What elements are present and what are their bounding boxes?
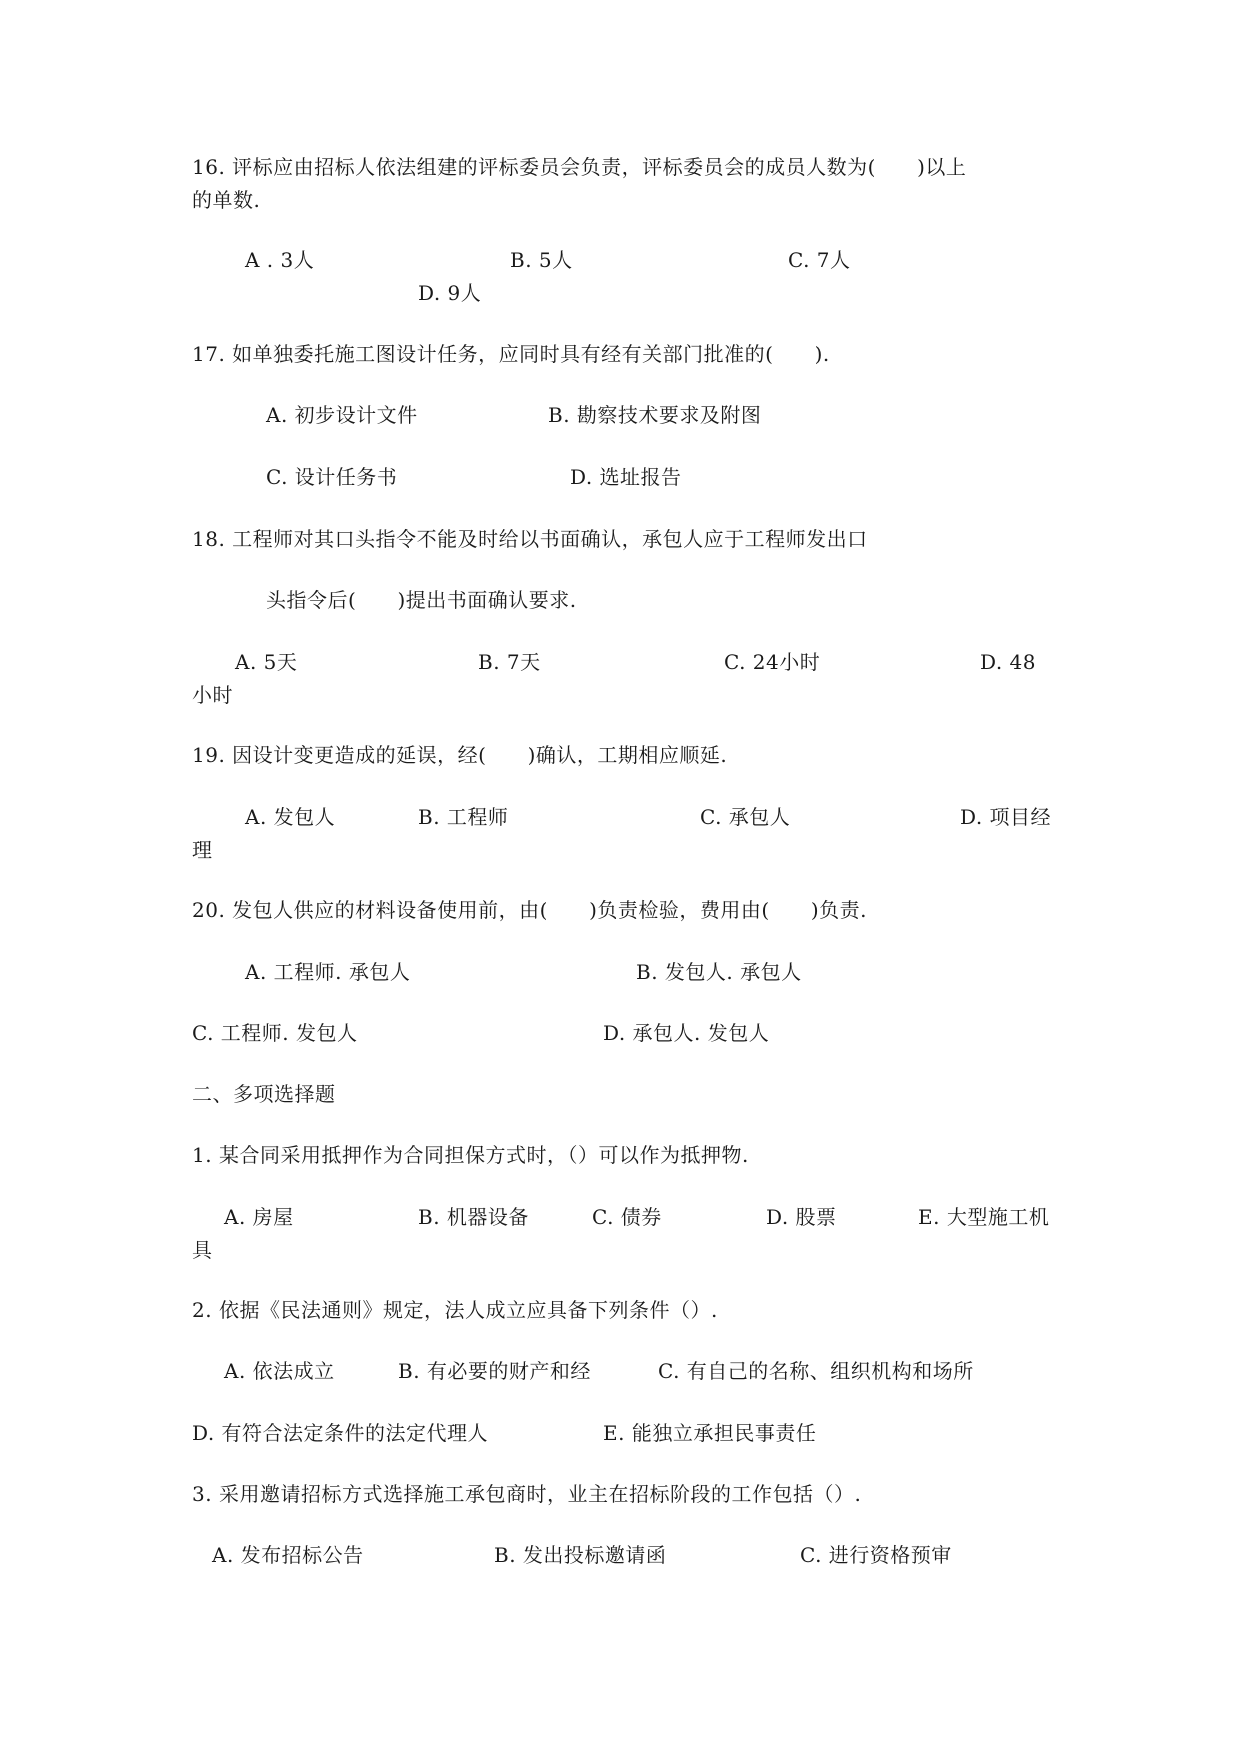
q17-stem: 17. 如单独委托施工图设计任务，应同时具有经有关部门批准的( ). [192,342,830,366]
section-title-multiple-choice: 二、多项选择题 [192,1082,336,1106]
q17-option-b: B. 勘察技术要求及附图 [548,403,762,427]
m1-option-e: E. 大型施工机 [918,1205,1050,1229]
q20-option-b: B. 发包人. 承包人 [636,960,802,984]
q17-option-c: C. 设计任务书 [266,465,398,489]
m2-option-e: E. 能独立承担民事责任 [603,1421,817,1445]
q19-stem: 19. 因设计变更造成的延误，经( )确认，工期相应顺延. [192,743,728,767]
q19-option-d: D. 项目经 [960,805,1052,829]
q18-option-d: D. 48 [980,650,1036,674]
q18-stem-line2: 头指令后( )提出书面确认要求. [266,588,577,612]
m1-stem: 1. 某合同采用抵押作为合同担保方式时，（）可以作为抵押物. [192,1143,749,1167]
q19-option-c: C. 承包人 [700,805,791,829]
q18-option-b: B. 7天 [478,650,541,674]
q16-option-d: D. 9人 [418,281,482,305]
q16-option-a: A . 3人 [245,248,315,272]
q18-option-c: C. 24小时 [724,650,821,674]
m1-option-d: D. 股票 [766,1205,837,1229]
m2-option-d: D. 有符合法定条件的法定代理人 [192,1421,489,1445]
q20-option-c: C. 工程师. 发包人 [192,1021,358,1045]
m3-option-a: A. 发布招标公告 [212,1543,364,1567]
m1-option-a: A. 房屋 [224,1205,294,1229]
q19-option-b: B. 工程师 [418,805,509,829]
q20-option-d: D. 承包人. 发包人 [603,1021,770,1045]
m1-option-e-wrap: 具 [192,1238,213,1262]
q20-stem: 20. 发包人供应的材料设备使用前，由( )负责检验，费用由( )负责. [192,898,868,922]
q19-option-d-wrap: 理 [192,838,213,862]
q16-stem-line1: 16. 评标应由招标人依法组建的评标委员会负责，评标委员会的成员人数为( )以上 [192,155,967,179]
m1-option-c: C. 债券 [592,1205,662,1229]
q18-stem-line1: 18. 工程师对其口头指令不能及时给以书面确认，承包人应于工程师发出口 [192,527,868,551]
m2-stem: 2. 依据《民法通则》规定，法人成立应具备下列条件（）. [192,1298,718,1322]
m3-option-c: C. 进行资格预审 [800,1543,952,1567]
q19-option-a: A. 发包人 [245,805,336,829]
m2-option-a: A. 依法成立 [224,1359,335,1383]
q16-stem-line2: 的单数. [192,188,261,212]
m2-option-c: C. 有自己的名称、组织机构和场所 [658,1359,974,1383]
m1-option-b: B. 机器设备 [418,1205,529,1229]
q16-option-c: C. 7人 [788,248,851,272]
m3-option-b: B. 发出投标邀请函 [494,1543,667,1567]
q18-option-a: A. 5天 [235,650,298,674]
q18-option-d-wrap: 小时 [192,683,233,707]
q17-option-d: D. 选址报告 [570,465,682,489]
q16-option-b: B. 5人 [510,248,573,272]
m3-stem: 3. 采用邀请招标方式选择施工承包商时，业主在招标阶段的工作包括（）. [192,1482,862,1506]
m2-option-b: B. 有必要的财产和经 [398,1359,591,1383]
q20-option-a: A. 工程师. 承包人 [245,960,411,984]
q17-option-a: A. 初步设计文件 [266,403,418,427]
